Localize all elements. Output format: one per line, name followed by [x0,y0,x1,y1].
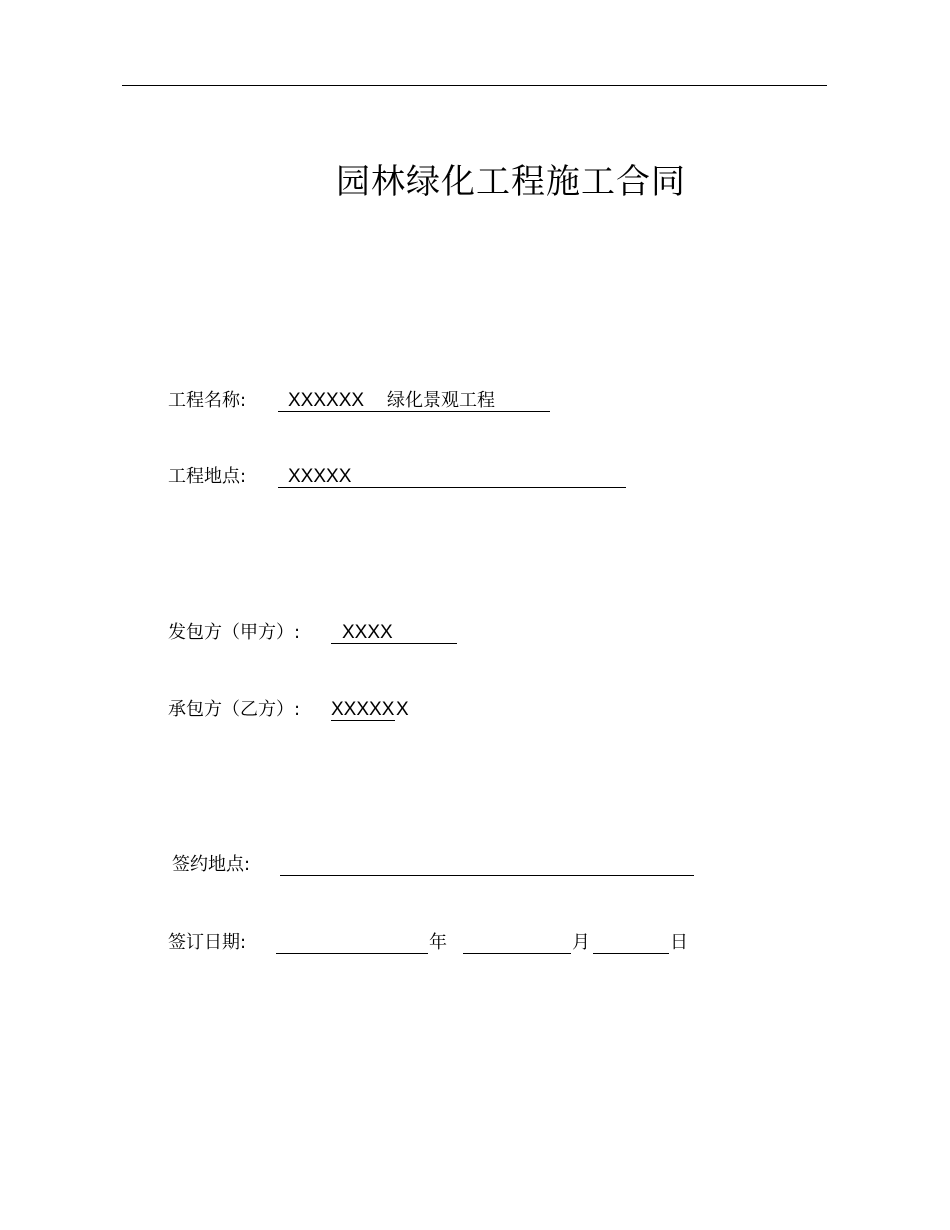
signing-month-underline [463,931,571,954]
employer-value: XXXX [342,622,393,643]
project-location-value: XXXXX [288,466,352,487]
project-location-label: 工程地点: [168,466,247,487]
signing-month-unit: 月 [572,932,590,953]
employer-label: 发包方（甲方）: [168,622,301,643]
signing-date-label: 签订日期: [168,932,247,953]
header-rule [122,85,827,86]
contract-title: 园林绿化工程施工合同 [336,162,686,202]
signing-place-underline [280,853,694,876]
contractor-label: 承包方（乙方）: [168,699,301,720]
signing-day-unit: 日 [670,932,688,953]
project-name-value-suffix: 绿化景观工程 [387,390,495,411]
contractor-value: XXXXX [331,699,395,720]
contractor-value-tail: X [396,699,409,720]
signing-day-underline [593,931,669,954]
signing-place-label: 签约地点: [172,854,251,875]
project-name-value: XXXXXX [288,390,365,411]
signing-year-unit: 年 [429,932,447,953]
signing-year-underline [276,931,428,954]
project-name-label: 工程名称: [168,390,247,411]
